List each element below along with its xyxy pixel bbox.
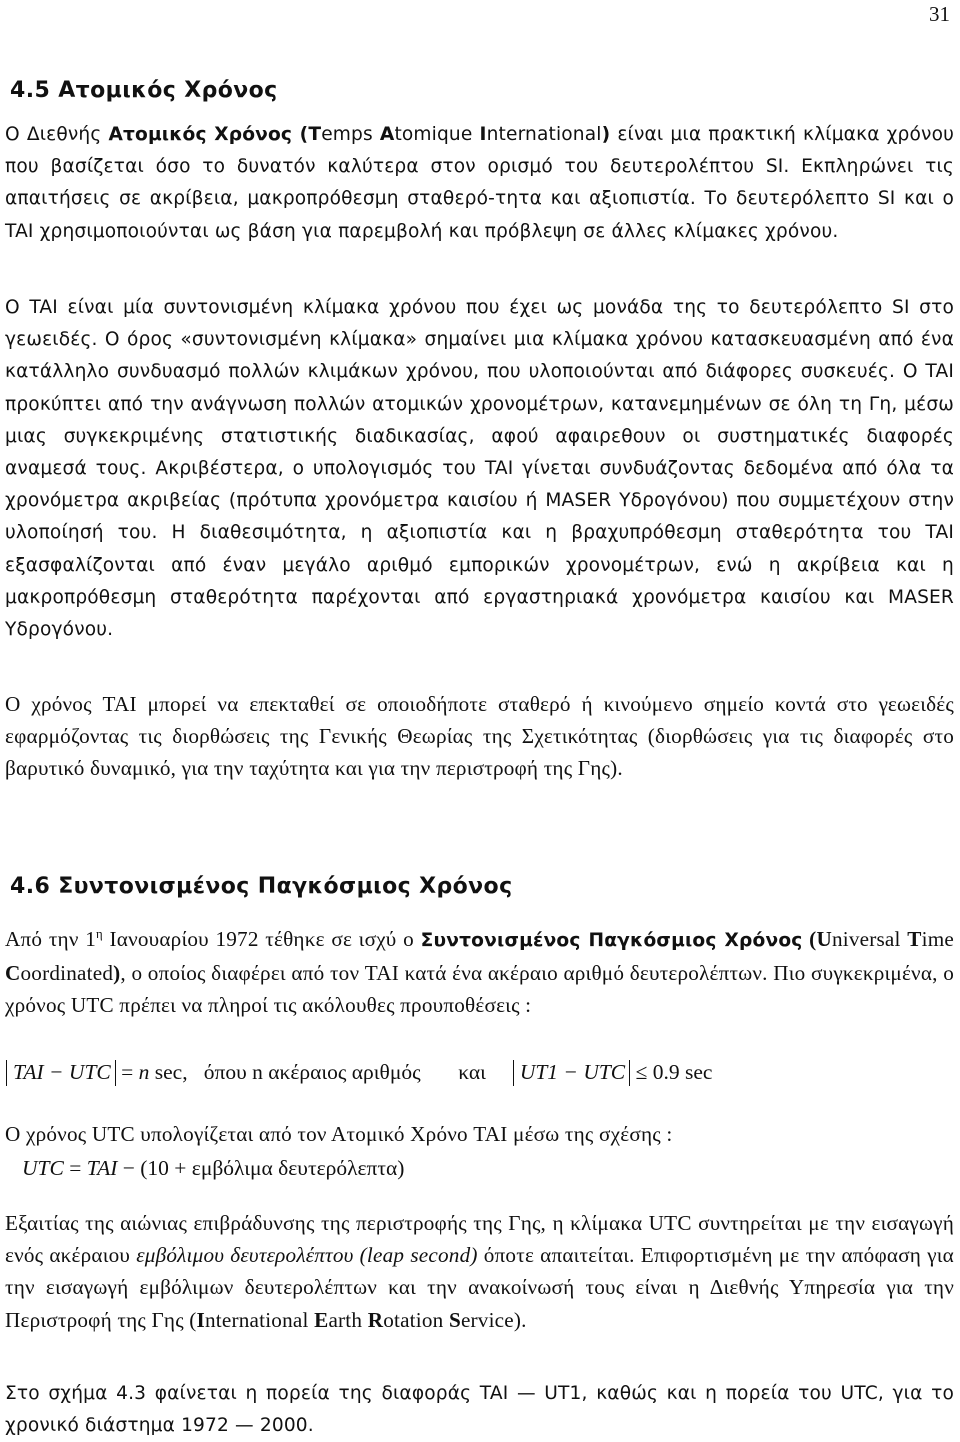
paragraph-leap-second: Εξαιτίας της αιώνιας επιβράδυνσης της περιστροφής της Γης, η κλίμακα UTC συντηρείται με την εισαγωγή ενός ακέραιου εμβόλιμου δευτερολέπτου (leap second) όποτε απαιτείται. Επιφορτισμένη με την απόφαση για την εισαγωγή εμβόλιμων δευτερολέπτων και την ανακοίνωσή τους είναι η Διεθνής Υπηρεσία για την Περιστροφή της Γης (International Earth Rotation Service). <box>5 1211 954 1332</box>
equation-utc-conditions: TAI − UTC = n sec, όπου n ακέραιος αριθμός και UT1 − UTC ≤ 0.9 sec <box>6 1060 712 1085</box>
section-4-6-title: 4.6 Συντονισμένος Παγκόσμιος Χρόνος <box>10 874 513 899</box>
paragraph-tai-coordinated-scale: Ο TAI είναι μία συντονισμένη κλίμακα χρόνου που έχει ως μονάδα της το δευτερόλεπτο SI στο γεωειδές. Ο όρος «συντονισμένη κλίμακα» σημαίνει μια κλίμακα χρόνου κατασκευασμένη από ένα κατάλληλο συνδυασμό πολλών κλιμάκων χρόνου, που υλοποιούνται από διάφορες συσκευές. Ο TAI προκύπτει από την ανάγνωση πολλών ατομικών χρονομέτρων, κατανεμημένων σε όλη τη Γη, μέσω μιας συγκεκριμένης στατιστικής διαδικασίας, αφού αφαιρεθουν οι συστηματικές διαφορές αναμεσά τους. Ακριβέστερα, ο υπολογισμός του TAI γίνεται συνδυάζοντας δεδομένα από όλα τα χρονόμετρα ακριβείας (πρότυπα χρονόμετρα καισίου ή MASER Υδρογόνου) που συμμετέχουν στην υλοποίησή του. Η διαθεσιμότητα, η αξιοπιστία και η βραχυπρόθεσμη σταθερότητα του TAI εξασφαλίζονται από έναν μεγάλο αριθμό εμπορικών χρονομέτρων, ενώ η ακρίβεια και η μακροπρόθεσμη σταθερότητα παρέχονται από εργαστηριακά χρονόμετρα καισίου και MASER Υδρογόνου. <box>5 297 954 641</box>
section-4-5-title: 4.5 Ατομικός Χρόνος <box>10 78 278 103</box>
bold-term-utc: Συντονισμένος Παγκόσμιος Χρόνος <box>420 930 803 952</box>
paragraph-figure-reference: Στο σχήμα 4.3 φαίνεται η πορεία της διαφοράς TAI — UT1, καθώς και η πορεία του UTC, για το χρονικό διάστημα 1972 — 2000. <box>5 1383 954 1437</box>
equation-utc-from-tai: UTC = TAI − (10 + εμβόλιμα δευτερόλεπτα) <box>22 1156 405 1180</box>
paragraph-tai-definition: Ο Διεθνής Ατομικός Χρόνος (Temps Atomique International) είναι μια πρακτική κλίμακα χρόνου που βασίζεται όσο το δυνατόν καλύτερα στον ορισμό του δευτερολέπτου SI. Εκπληρώνει τις απαιτήσεις σε ακρίβεια, μακροπρόθεσμη σταθερό-τητα και αξιοπιστία. Το δευτερόλεπτο SI και ο TAI χρησιμοποιούνται ως βάση για παρεμβολή και πρόβλεψη σε άλλες κλίμακες χρόνου. <box>5 124 955 242</box>
paragraph-utc-definition: Από την $1^\eta$ Ιανουαρίου 1972 τέθηκε σε ισχύ ο Συντονισμένος Παγκόσμιος Χρόνος (Universal Time Coordinated), ο οποίος διαφέρει από τον TAI κατά ένα ακέραιο αριθμό δευτερολέπτων. Πιο συγκεκριμένα, ο χρόνος UTC πρέπει να πληροί τις ακόλουθες προυποθέσεις : <box>5 927 954 1018</box>
italic-term-leap-second: εμβόλιμου δευτερολέπτου (leap second) <box>136 1243 478 1268</box>
paragraph-utc-relation-intro: Ο χρόνος UTC υπολογίζεται από τον Ατομικό Χρόνο TAI μέσω της σχέσης : <box>5 1122 673 1146</box>
bold-term-atomic-time: Ατομικός Χρόνος <box>108 124 293 145</box>
paragraph-tai-relativity: Ο χρόνος TAI μπορεί να επεκταθεί σε οποιοδήποτε σταθερό ή κινούμενο σημείο κοντά στο γεωειδές εφαρμόζοντας τις διορθώσεις της Γενικής Θεωρίας της Σχετικότητας (διορθώσεις για τις διαφορές στο βαρυτικό δυναμικό, για την ταχύτητα και για την περιστροφή της Γης). <box>5 692 954 781</box>
page-number: 31 <box>929 2 950 26</box>
